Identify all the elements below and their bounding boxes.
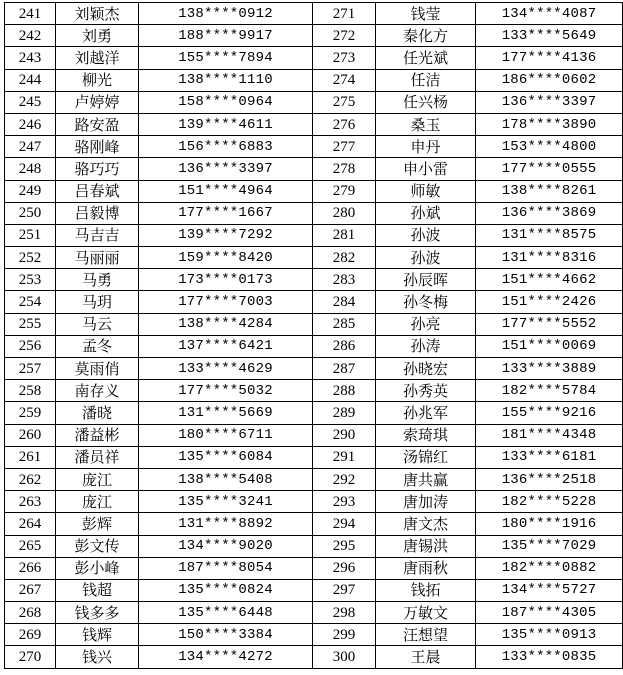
left-phone-cell: 159****8420	[139, 247, 313, 269]
left-phone-cell: 135****6084	[139, 446, 313, 468]
left-number-cell: 259	[5, 402, 56, 424]
left-phone-cell: 150****3384	[139, 624, 313, 646]
table-row	[5, 335, 623, 357]
table-row	[5, 402, 623, 424]
table-row	[5, 69, 623, 91]
right-name-cell: 钱拓	[376, 579, 476, 601]
table-row	[5, 624, 623, 646]
left-name-cell: 潘员祥	[56, 446, 139, 468]
table-row	[5, 180, 623, 202]
right-number-cell: 280	[313, 202, 376, 224]
left-name-cell: 刘越洋	[56, 47, 139, 69]
right-number-cell: 279	[313, 180, 376, 202]
left-number-cell: 270	[5, 646, 56, 668]
left-phone-cell: 135****0824	[139, 579, 313, 601]
table-row	[5, 491, 623, 513]
right-phone-cell: 177****0555	[476, 158, 623, 180]
right-phone-cell: 151****2426	[476, 291, 623, 313]
left-number-cell: 268	[5, 602, 56, 624]
left-number-cell: 256	[5, 335, 56, 357]
left-number-cell: 255	[5, 313, 56, 335]
left-number-cell: 250	[5, 202, 56, 224]
right-phone-cell: 133****3889	[476, 358, 623, 380]
left-phone-cell: 136****3397	[139, 158, 313, 180]
table-row	[5, 247, 623, 269]
right-phone-cell: 136****3869	[476, 202, 623, 224]
right-phone-cell: 134****4087	[476, 3, 623, 25]
right-number-cell: 296	[313, 557, 376, 579]
right-phone-cell: 187****4305	[476, 602, 623, 624]
left-phone-cell: 158****0964	[139, 91, 313, 113]
left-name-cell: 孟冬	[56, 335, 139, 357]
left-name-cell: 彭小峰	[56, 557, 139, 579]
table-row	[5, 468, 623, 490]
left-number-cell: 241	[5, 3, 56, 25]
right-number-cell: 299	[313, 624, 376, 646]
left-phone-cell: 138****1110	[139, 69, 313, 91]
right-name-cell: 桑玉	[376, 113, 476, 135]
right-name-cell: 孙秀英	[376, 380, 476, 402]
table-row	[5, 557, 623, 579]
left-phone-cell: 177****5032	[139, 380, 313, 402]
right-number-cell: 294	[313, 513, 376, 535]
left-name-cell: 潘晓	[56, 402, 139, 424]
left-number-cell: 244	[5, 69, 56, 91]
right-phone-cell: 182****5228	[476, 491, 623, 513]
right-name-cell: 孙亮	[376, 313, 476, 335]
left-name-cell: 马吉吉	[56, 224, 139, 246]
left-number-cell: 253	[5, 269, 56, 291]
right-phone-cell: 181****4348	[476, 424, 623, 446]
left-number-cell: 248	[5, 158, 56, 180]
table-row	[5, 313, 623, 335]
right-name-cell: 孙兆军	[376, 402, 476, 424]
left-name-cell: 卢婷婷	[56, 91, 139, 113]
left-phone-cell: 187****8054	[139, 557, 313, 579]
right-number-cell: 286	[313, 335, 376, 357]
table-row	[5, 446, 623, 468]
left-phone-cell: 137****6421	[139, 335, 313, 357]
left-name-cell: 莫雨俏	[56, 358, 139, 380]
left-number-cell: 262	[5, 468, 56, 490]
left-name-cell: 马玥	[56, 291, 139, 313]
left-number-cell: 269	[5, 624, 56, 646]
contact-table-body	[5, 3, 623, 669]
left-name-cell: 彭辉	[56, 513, 139, 535]
left-name-cell: 彭文传	[56, 535, 139, 557]
right-name-cell: 万敏文	[376, 602, 476, 624]
contact-table	[4, 2, 623, 669]
right-number-cell: 272	[313, 25, 376, 47]
left-name-cell: 柳光	[56, 69, 139, 91]
left-number-cell: 252	[5, 247, 56, 269]
right-name-cell: 孙波	[376, 247, 476, 269]
left-name-cell: 吕毅博	[56, 202, 139, 224]
left-number-cell: 258	[5, 380, 56, 402]
left-name-cell: 钱兴	[56, 646, 139, 668]
left-name-cell: 吕春斌	[56, 180, 139, 202]
left-number-cell: 247	[5, 136, 56, 158]
left-phone-cell: 173****0173	[139, 269, 313, 291]
right-name-cell: 师敏	[376, 180, 476, 202]
right-phone-cell: 151****4662	[476, 269, 623, 291]
right-phone-cell: 136****3397	[476, 91, 623, 113]
left-number-cell: 267	[5, 579, 56, 601]
right-phone-cell: 131****8316	[476, 247, 623, 269]
right-number-cell: 276	[313, 113, 376, 135]
left-name-cell: 庞江	[56, 468, 139, 490]
right-name-cell: 任兴杨	[376, 91, 476, 113]
right-name-cell: 申丹	[376, 136, 476, 158]
right-name-cell: 孙波	[376, 224, 476, 246]
left-phone-cell: 139****7292	[139, 224, 313, 246]
table-row	[5, 269, 623, 291]
left-number-cell: 266	[5, 557, 56, 579]
left-number-cell: 260	[5, 424, 56, 446]
table-row	[5, 47, 623, 69]
right-phone-cell: 138****8261	[476, 180, 623, 202]
right-phone-cell: 180****1916	[476, 513, 623, 535]
right-phone-cell: 155****9216	[476, 402, 623, 424]
table-row	[5, 358, 623, 380]
left-name-cell: 马云	[56, 313, 139, 335]
left-name-cell: 骆巧巧	[56, 158, 139, 180]
left-number-cell: 261	[5, 446, 56, 468]
right-phone-cell: 135****0913	[476, 624, 623, 646]
left-name-cell: 骆刚峰	[56, 136, 139, 158]
table-row	[5, 513, 623, 535]
table-row	[5, 646, 623, 668]
right-number-cell: 287	[313, 358, 376, 380]
left-name-cell: 刘颖杰	[56, 3, 139, 25]
right-number-cell: 278	[313, 158, 376, 180]
right-name-cell: 唐文杰	[376, 513, 476, 535]
left-name-cell: 钱超	[56, 579, 139, 601]
right-name-cell: 索琦琪	[376, 424, 476, 446]
table-row	[5, 158, 623, 180]
right-phone-cell: 133****5649	[476, 25, 623, 47]
right-name-cell: 王晨	[376, 646, 476, 668]
left-phone-cell: 138****0912	[139, 3, 313, 25]
right-phone-cell: 153****4800	[476, 136, 623, 158]
table-row	[5, 3, 623, 25]
left-number-cell: 245	[5, 91, 56, 113]
left-number-cell: 257	[5, 358, 56, 380]
left-name-cell: 路安盈	[56, 113, 139, 135]
right-phone-cell: 151****0069	[476, 335, 623, 357]
right-name-cell: 申小雷	[376, 158, 476, 180]
right-number-cell: 291	[313, 446, 376, 468]
left-phone-cell: 135****6448	[139, 602, 313, 624]
left-phone-cell: 180****6711	[139, 424, 313, 446]
left-number-cell: 264	[5, 513, 56, 535]
right-phone-cell: 133****0835	[476, 646, 623, 668]
left-number-cell: 249	[5, 180, 56, 202]
table-row	[5, 535, 623, 557]
right-name-cell: 孙辰晖	[376, 269, 476, 291]
table-row	[5, 136, 623, 158]
right-number-cell: 288	[313, 380, 376, 402]
left-phone-cell: 135****3241	[139, 491, 313, 513]
right-number-cell: 289	[313, 402, 376, 424]
right-phone-cell: 135****7029	[476, 535, 623, 557]
right-number-cell: 290	[313, 424, 376, 446]
right-phone-cell: 134****5727	[476, 579, 623, 601]
right-name-cell: 孙冬梅	[376, 291, 476, 313]
right-number-cell: 273	[313, 47, 376, 69]
right-phone-cell: 186****0602	[476, 69, 623, 91]
table-row	[5, 25, 623, 47]
right-phone-cell: 178****3890	[476, 113, 623, 135]
left-number-cell: 242	[5, 25, 56, 47]
left-name-cell: 钱多多	[56, 602, 139, 624]
right-name-cell: 汪想望	[376, 624, 476, 646]
left-phone-cell: 156****6883	[139, 136, 313, 158]
right-name-cell: 孙晓宏	[376, 358, 476, 380]
right-name-cell: 钱莹	[376, 3, 476, 25]
right-phone-cell: 131****8575	[476, 224, 623, 246]
right-name-cell: 汤锦红	[376, 446, 476, 468]
left-number-cell: 246	[5, 113, 56, 135]
right-number-cell: 274	[313, 69, 376, 91]
left-number-cell: 251	[5, 224, 56, 246]
right-number-cell: 295	[313, 535, 376, 557]
left-name-cell: 马勇	[56, 269, 139, 291]
right-phone-cell: 136****2518	[476, 468, 623, 490]
right-name-cell: 秦化方	[376, 25, 476, 47]
right-phone-cell: 133****6181	[476, 446, 623, 468]
right-number-cell: 282	[313, 247, 376, 269]
left-phone-cell: 177****7003	[139, 291, 313, 313]
table-row	[5, 91, 623, 113]
right-number-cell: 298	[313, 602, 376, 624]
right-number-cell: 292	[313, 468, 376, 490]
right-number-cell: 283	[313, 269, 376, 291]
left-phone-cell: 139****4611	[139, 113, 313, 135]
table-row	[5, 202, 623, 224]
right-name-cell: 唐雨秋	[376, 557, 476, 579]
right-number-cell: 277	[313, 136, 376, 158]
right-name-cell: 唐共赢	[376, 468, 476, 490]
left-name-cell: 钱辉	[56, 624, 139, 646]
left-name-cell: 马丽丽	[56, 247, 139, 269]
right-number-cell: 271	[313, 3, 376, 25]
table-row	[5, 113, 623, 135]
right-number-cell: 284	[313, 291, 376, 313]
left-number-cell: 263	[5, 491, 56, 513]
table-row	[5, 602, 623, 624]
table-row	[5, 224, 623, 246]
left-number-cell: 254	[5, 291, 56, 313]
right-number-cell: 293	[313, 491, 376, 513]
left-phone-cell: 138****4284	[139, 313, 313, 335]
table-row	[5, 380, 623, 402]
left-phone-cell: 151****4964	[139, 180, 313, 202]
right-name-cell: 孙斌	[376, 202, 476, 224]
left-phone-cell: 134****4272	[139, 646, 313, 668]
right-number-cell: 297	[313, 579, 376, 601]
table-row	[5, 291, 623, 313]
left-phone-cell: 133****4629	[139, 358, 313, 380]
right-name-cell: 任光斌	[376, 47, 476, 69]
left-phone-cell: 138****5408	[139, 468, 313, 490]
right-phone-cell: 177****5552	[476, 313, 623, 335]
table-row	[5, 424, 623, 446]
table-row	[5, 579, 623, 601]
right-name-cell: 孙涛	[376, 335, 476, 357]
right-name-cell: 任洁	[376, 69, 476, 91]
left-phone-cell: 131****5669	[139, 402, 313, 424]
left-name-cell: 潘益彬	[56, 424, 139, 446]
right-phone-cell: 182****0882	[476, 557, 623, 579]
right-number-cell: 300	[313, 646, 376, 668]
left-name-cell: 南存义	[56, 380, 139, 402]
right-number-cell: 285	[313, 313, 376, 335]
right-phone-cell: 177****4136	[476, 47, 623, 69]
left-name-cell: 刘勇	[56, 25, 139, 47]
left-phone-cell: 188****9917	[139, 25, 313, 47]
left-phone-cell: 131****8892	[139, 513, 313, 535]
right-name-cell: 唐锡洪	[376, 535, 476, 557]
left-number-cell: 243	[5, 47, 56, 69]
left-phone-cell: 177****1667	[139, 202, 313, 224]
left-phone-cell: 155****7894	[139, 47, 313, 69]
left-phone-cell: 134****9020	[139, 535, 313, 557]
right-phone-cell: 182****5784	[476, 380, 623, 402]
left-name-cell: 庞江	[56, 491, 139, 513]
right-number-cell: 275	[313, 91, 376, 113]
left-number-cell: 265	[5, 535, 56, 557]
right-number-cell: 281	[313, 224, 376, 246]
right-name-cell: 唐加涛	[376, 491, 476, 513]
